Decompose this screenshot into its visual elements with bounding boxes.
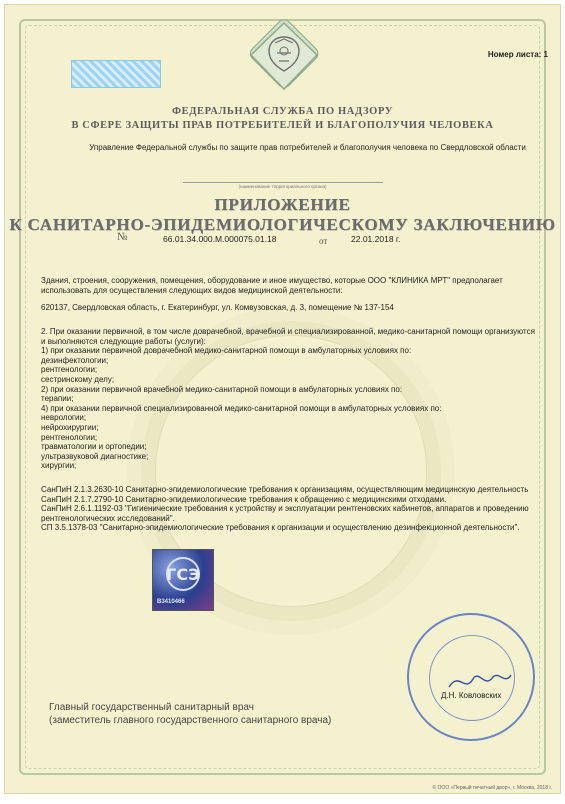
hologram-emblem-icon — [153, 550, 213, 594]
list-item: неврологии; — [41, 413, 87, 423]
signatory-name: Д.Н. Ковловских — [441, 691, 502, 700]
list-item: 2) при оказании первичной врачебной медико-санитарной помощи в амбулаторных условиях по: — [41, 384, 403, 394]
printer-footer: © ООО «Первый печатный двор», г. Москва, 2018 г. — [432, 785, 552, 791]
list-item: хирургии; — [41, 461, 77, 471]
list-item: СанПиН 2.1.3.2630-10 Санитарно-эпидемиологические требования к организациям, осуществляющим медицинскую деятельность — [41, 485, 529, 494]
conclusion-number: 66.01.34.000.М.000075.01.18 — [163, 234, 277, 244]
services-list — [41, 327, 538, 471]
list-item: дезинфектологии; — [41, 355, 109, 365]
chief-line-2: (заместитель главного государственного санитарного врача) — [49, 715, 332, 726]
svg-text:ГСЭ: ГСЭ — [166, 565, 200, 584]
services-header: 2. При оказании первичной, в том числе доврачебной, врачебной и специализированной, медико-санитарной помощи организуются и выполняются следующие работы (услуги): — [41, 327, 535, 346]
list-item: травматологии и ортопедии; — [41, 442, 147, 452]
number-symbol: № — [117, 231, 128, 243]
hologram-strip — [71, 60, 161, 88]
title-line-2: К САНИТАРНО-ЭПИДЕМИОЛОГИЧЕСКОМУ ЗАКЛЮЧЕНИЮ — [9, 215, 556, 234]
list-item: СанПиН 2.6.1.1192-03 "Гигиенические требования к устройству и эксплуатации рентгеновских кабинетов, аппаратов и проведению рентгенологических исследований". — [41, 504, 529, 523]
conclusion-date: 22.01.2018 г. — [351, 234, 401, 244]
list-item: СанПиН 2.1.7.2790-10 Санитарно-эпидемиологические требования к обращению с медицинскими отходами. — [41, 494, 447, 504]
coat-of-arms-icon — [239, 13, 329, 97]
department-name: Управление Федеральной службы по защите прав потребителей и благополучия человека по Свердловской области — [89, 143, 526, 152]
date-label: от — [319, 236, 328, 246]
list-item: нейрохирургии; — [41, 422, 99, 432]
chief-line-1: Главный государственный санитарный врач — [49, 702, 254, 713]
title-line-1: ПРИЛОЖЕНИЕ — [214, 195, 351, 214]
department-caption: (наименование территориального органа) — [183, 182, 383, 189]
intro-paragraph: Здания, строения, сооружения, помещения, оборудование и иное имущество, которые ООО "КЛИНИКА МРТ" предполагает использовать для осуществления следующих видов медицинской деятельности: — [41, 276, 503, 295]
agency-header — [5, 105, 560, 133]
address-line: 620137, Свердловская область, г. Екатеринбург, ул. Комвузовская, д. 3, помещение № 137-154 — [41, 303, 394, 312]
list-item: сестринскому делу; — [41, 374, 115, 384]
agency-line-2: В СФЕРЕ ЗАЩИТЫ ПРАВ ПОТРЕБИТЕЛЕЙ И БЛАГОПОЛУЧИЯ ЧЕЛОВЕКА — [71, 120, 494, 131]
list-item: 1) при оказании первичной доврачебной медико-санитарной помощи в амбулаторных условиях по: — [41, 346, 412, 356]
list-item: терапии; — [41, 394, 74, 404]
list-item: рентгенологии; — [41, 365, 98, 375]
document-page — [4, 4, 561, 794]
list-item: 4) при оказании первичной специализированной медико-санитарной помощи в амбулаторных условиях по: — [41, 403, 442, 413]
list-item: ультразвуковой диагностике; — [41, 451, 149, 461]
list-item: рентгенологии; — [41, 432, 98, 442]
document-title — [5, 195, 560, 235]
hologram-number: В3410466 — [157, 599, 185, 605]
list-item: СП 3.5.1378-03 "Санитарно-эпидемиологические требования к организации и осуществлению дезинфекционной деятельности". — [41, 523, 520, 533]
agency-line-1: ФЕДЕРАЛЬНАЯ СЛУЖБА ПО НАДЗОРУ — [171, 106, 394, 117]
sheet-number: Номер листа: 1 — [487, 50, 548, 59]
signatory-title — [49, 701, 331, 727]
norms-list — [41, 485, 538, 533]
hologram-sticker — [152, 549, 214, 611]
